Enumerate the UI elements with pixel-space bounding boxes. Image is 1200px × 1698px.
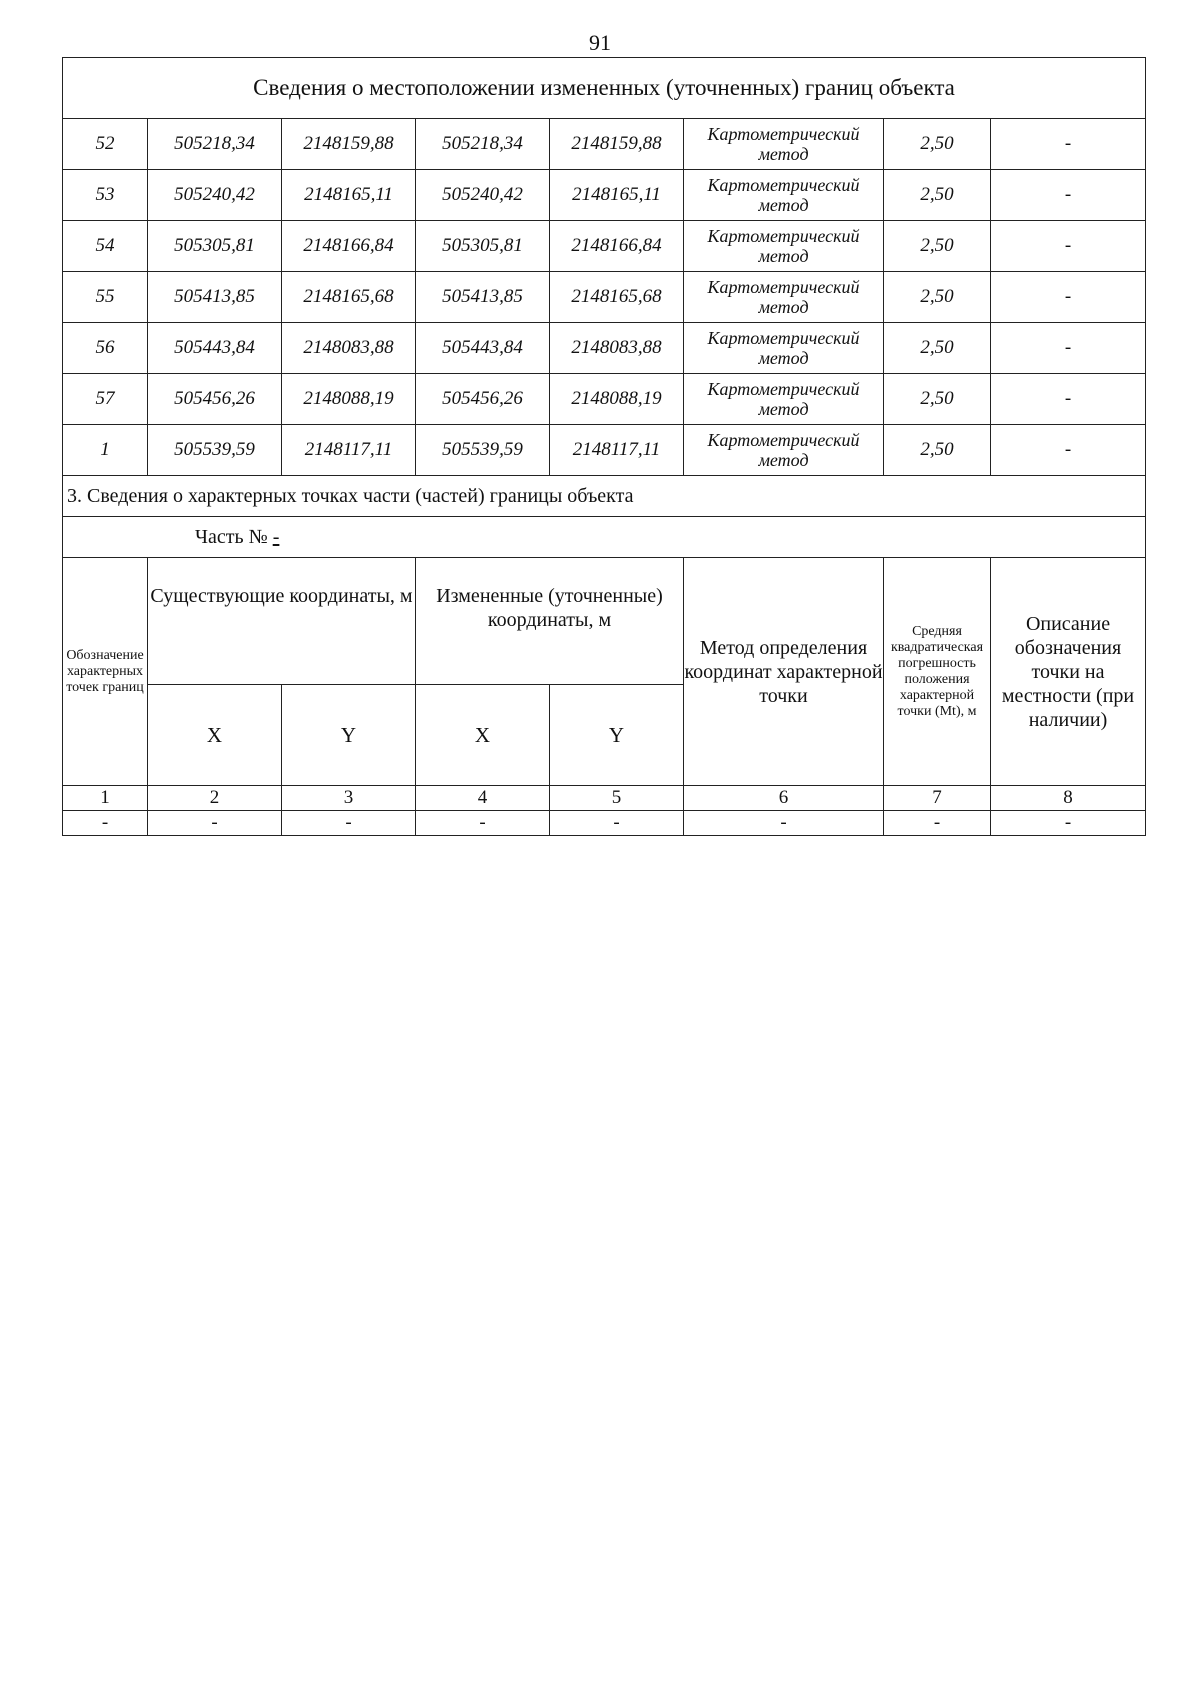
description-cell: -: [991, 323, 1146, 374]
table-row: [63, 119, 1146, 170]
existing-y-cell: 2148083,88: [282, 323, 416, 374]
changed-x-cell: 505456,26: [416, 374, 550, 425]
column-number: 6: [684, 786, 884, 811]
empty-cell: -: [884, 811, 991, 836]
column-number: 2: [148, 786, 282, 811]
existing-x-cell: 505443,84: [148, 323, 282, 374]
table-row: [63, 272, 1146, 323]
point-cell: 56: [63, 323, 148, 374]
error-cell: 2,50: [884, 323, 991, 374]
table-row: [63, 425, 1146, 476]
column-number: 4: [416, 786, 550, 811]
description-cell: -: [991, 272, 1146, 323]
changed-y-cell: 2148117,11: [550, 425, 684, 476]
header-changed-y: Y: [550, 685, 684, 786]
point-cell: 54: [63, 221, 148, 272]
existing-y-cell: 2148088,19: [282, 374, 416, 425]
column-number: 5: [550, 786, 684, 811]
empty-cell: -: [416, 811, 550, 836]
method-cell: Картометрический метод: [684, 170, 884, 221]
part-number-line: [63, 517, 1146, 558]
method-cell: Картометрический метод: [684, 119, 884, 170]
error-cell: 2,50: [884, 119, 991, 170]
column-number: 3: [282, 786, 416, 811]
changed-y-cell: 2148165,11: [550, 170, 684, 221]
method-cell: Картометрический метод: [684, 272, 884, 323]
existing-x-cell: 505218,34: [148, 119, 282, 170]
changed-y-cell: 2148159,88: [550, 119, 684, 170]
header-description: Описание обозначения точки на местности (при наличии): [991, 558, 1146, 786]
changed-y-cell: 2148166,84: [550, 221, 684, 272]
method-cell: Картометрический метод: [684, 374, 884, 425]
section-3-title: 3. Сведения о характерных точках части (частей) границы объекта: [63, 476, 1146, 517]
changed-x-cell: 505305,81: [416, 221, 550, 272]
empty-cell: -: [991, 811, 1146, 836]
changed-x-cell: 505539,59: [416, 425, 550, 476]
empty-cell: -: [684, 811, 884, 836]
column-number: 7: [884, 786, 991, 811]
existing-x-cell: 505456,26: [148, 374, 282, 425]
error-cell: 2,50: [884, 425, 991, 476]
description-cell: -: [991, 221, 1146, 272]
description-cell: -: [991, 425, 1146, 476]
header-error: Средняя квадратическая погрешность положения характерной точки (Mt), м: [884, 558, 991, 786]
existing-y-cell: 2148117,11: [282, 425, 416, 476]
part-value: -: [272, 525, 280, 548]
header-existing-y: Y: [282, 685, 416, 786]
changed-x-cell: 505413,85: [416, 272, 550, 323]
coordinate-rows: [63, 119, 1146, 476]
existing-y-cell: 2148166,84: [282, 221, 416, 272]
empty-cell: -: [550, 811, 684, 836]
existing-y-cell: 2148165,11: [282, 170, 416, 221]
description-cell: -: [991, 374, 1146, 425]
header-changed-x: X: [416, 685, 550, 786]
point-cell: 57: [63, 374, 148, 425]
header-designation: Обозначение характерных точек границ: [63, 558, 148, 786]
point-cell: 52: [63, 119, 148, 170]
table-row: [63, 170, 1146, 221]
header-existing-coordinates: Существующие координаты, м: [148, 558, 416, 685]
column-number: 1: [63, 786, 148, 811]
page-number: 91: [589, 30, 611, 55]
table-title: Сведения о местоположении измененных (уточненных) границ объекта: [63, 58, 1146, 119]
table-row: [63, 323, 1146, 374]
changed-y-cell: 2148088,19: [550, 374, 684, 425]
error-cell: 2,50: [884, 170, 991, 221]
error-cell: 2,50: [884, 272, 991, 323]
existing-x-cell: 505413,85: [148, 272, 282, 323]
changed-y-cell: 2148165,68: [550, 272, 684, 323]
description-cell: -: [991, 170, 1146, 221]
changed-y-cell: 2148083,88: [550, 323, 684, 374]
error-cell: 2,50: [884, 221, 991, 272]
column-numbers-row: [63, 786, 1146, 811]
method-cell: Картометрический метод: [684, 425, 884, 476]
changed-x-cell: 505443,84: [416, 323, 550, 374]
header-existing-x: X: [148, 685, 282, 786]
existing-x-cell: 505240,42: [148, 170, 282, 221]
part-label: Часть №: [195, 525, 273, 548]
point-cell: 55: [63, 272, 148, 323]
description-cell: -: [991, 119, 1146, 170]
changed-x-cell: 505218,34: [416, 119, 550, 170]
empty-cell: -: [148, 811, 282, 836]
point-cell: 1: [63, 425, 148, 476]
header-method: Метод определения координат характерной точки: [684, 558, 884, 786]
point-cell: 53: [63, 170, 148, 221]
empty-cell: -: [282, 811, 416, 836]
table-row: [63, 374, 1146, 425]
boundary-coordinates-table: [62, 57, 1146, 836]
method-cell: Картометрический метод: [684, 323, 884, 374]
method-cell: Картометрический метод: [684, 221, 884, 272]
column-number: 8: [991, 786, 1146, 811]
empty-cell: -: [63, 811, 148, 836]
existing-x-cell: 505539,59: [148, 425, 282, 476]
table-row: [63, 221, 1146, 272]
empty-data-row: [63, 811, 1146, 836]
existing-y-cell: 2148159,88: [282, 119, 416, 170]
existing-y-cell: 2148165,68: [282, 272, 416, 323]
error-cell: 2,50: [884, 374, 991, 425]
existing-x-cell: 505305,81: [148, 221, 282, 272]
header-changed-coordinates: Измененные (уточненные) координаты, м: [416, 558, 684, 685]
changed-x-cell: 505240,42: [416, 170, 550, 221]
